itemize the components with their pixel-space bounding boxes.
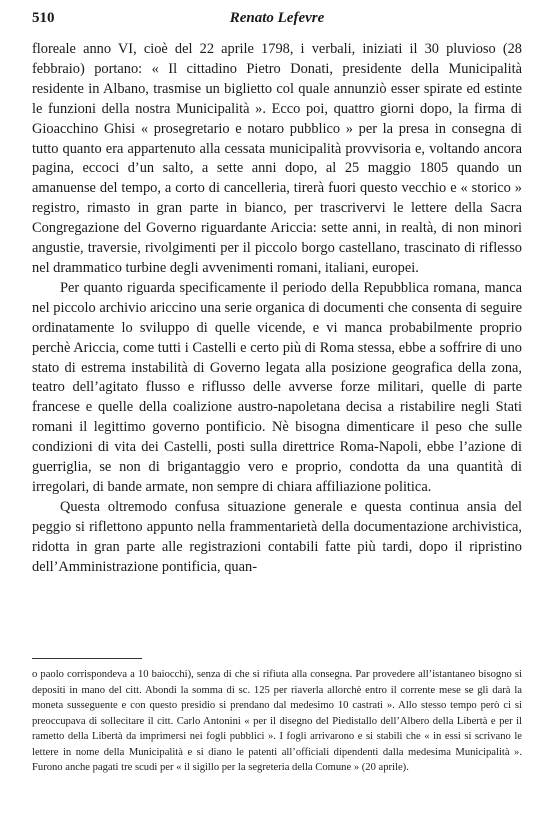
running-head: Renato Lefevre xyxy=(229,10,325,26)
paragraph: floreale anno VI, cioè del 22 aprile 1798, i verbali, iniziati il 30 pluvioso (28 febbraio) portano: « Il cittadino Pietro Donati, presidente della Municipalità residente in Albano, trasmise un biglietto col quale annunziò esser spirate ed estinte le funzioni della nostra Municipalità ». Ecco poi, quattro giorni dopo, la firma di Gioacchino Ghisi « prosegretario e notaro pubblico » per la presa in consegna di tutto quanto era appartenuto alla cessata municipalità provvisoria e, voltando ancora pagina, eccoci d’un salto, a sette anni dopo, al 25 maggio 1805 quando un amanuense del tempo, a corto di cancelleria, tirerà fuori questo vecchio e « storico » registro, rimasto in gran parte in bianco, per trascrivervi le lettere della Sacra Congregazione del Governo riguardante Ariccia: sette anni, in realtà, di non minori angustie, traversie, rivolgimenti per il piccolo borgo castellano, trascinato di riflesso nel drammatico turbine degli avvenimenti romani, italiani, europei. xyxy=(32,41,522,276)
page-header xyxy=(32,10,522,32)
footnote: o paolo corrispondeva a 10 baiocchi), senza di che si rifiuta alla consegna. Par provedere all’istantaneo bisogno si depositi in mano del citt. Abondi la somma di sc. 125 per riaverla allorchè entro il corrente mese se gli darà la moneta susseguente e con questo presidio si prendano dal medesimo 10 castrati ». Allo stesso tempo però ci si preoccupava di sollecitare il citt. Carlo Antonini « per il disegno del Piedistallo dell’Albero della Libertà e per il rametto della Libertà da imprimersi nei fogli pubblici ». I fogli arrivarono e si stabilì che « in essi si scrivano le lettere in nome della Municipalità e si diano le patenti all’officiali dipendenti dalla medesima Municipalità ». Furono anche pagati tre scudi per « il sigillo per la segreteria della Comune » (20 aprile). xyxy=(32,669,522,773)
paragraph: Per quanto riguarda specificamente il periodo della Repubblica romana, manca nel piccolo archivio ariccino una serie organica di documenti che consenta di seguire ordinatamente lo sviluppo di quelle vicende, e vi manca probabilmente proprio perchè Ariccia, come tutti i Castelli e certo più di Roma stessa, ebbe a soffrire di uno stato di estrema instabilità di Governo legata alla posizione geografica della zona, teatro dell’agitato flusso e riflusso delle avverse forze militari, quelle di parte francese e quelle della coalizione austro-napoletana decisa a ristabilire negli Stati romani il legittimo governo pontificio. Nè bisogna dimenticare il peso che sulle condizioni di vita dei Castelli, posti sulla direttrice Roma-Napoli, ebbe l’azione di guerriglia, se non di brigantaggio vero e proprio, condotta da una quantità di irregolari, di bande armate, non sempre di chiara affiliazione politica. xyxy=(32,279,522,495)
page-number: 510 xyxy=(32,10,55,26)
body-text xyxy=(32,40,522,577)
footnote-divider xyxy=(32,658,142,659)
paragraph: Questa oltremodo confusa situazione generale e questa continua ansia del peggio si riflettono appunto nella frammentarietà della documentazione archivistica, ridotta in gran parte alle registrazioni contabili fatte più tardi, dopo il ripristino dell’Amministrazione pontificia, quan- xyxy=(32,498,522,575)
